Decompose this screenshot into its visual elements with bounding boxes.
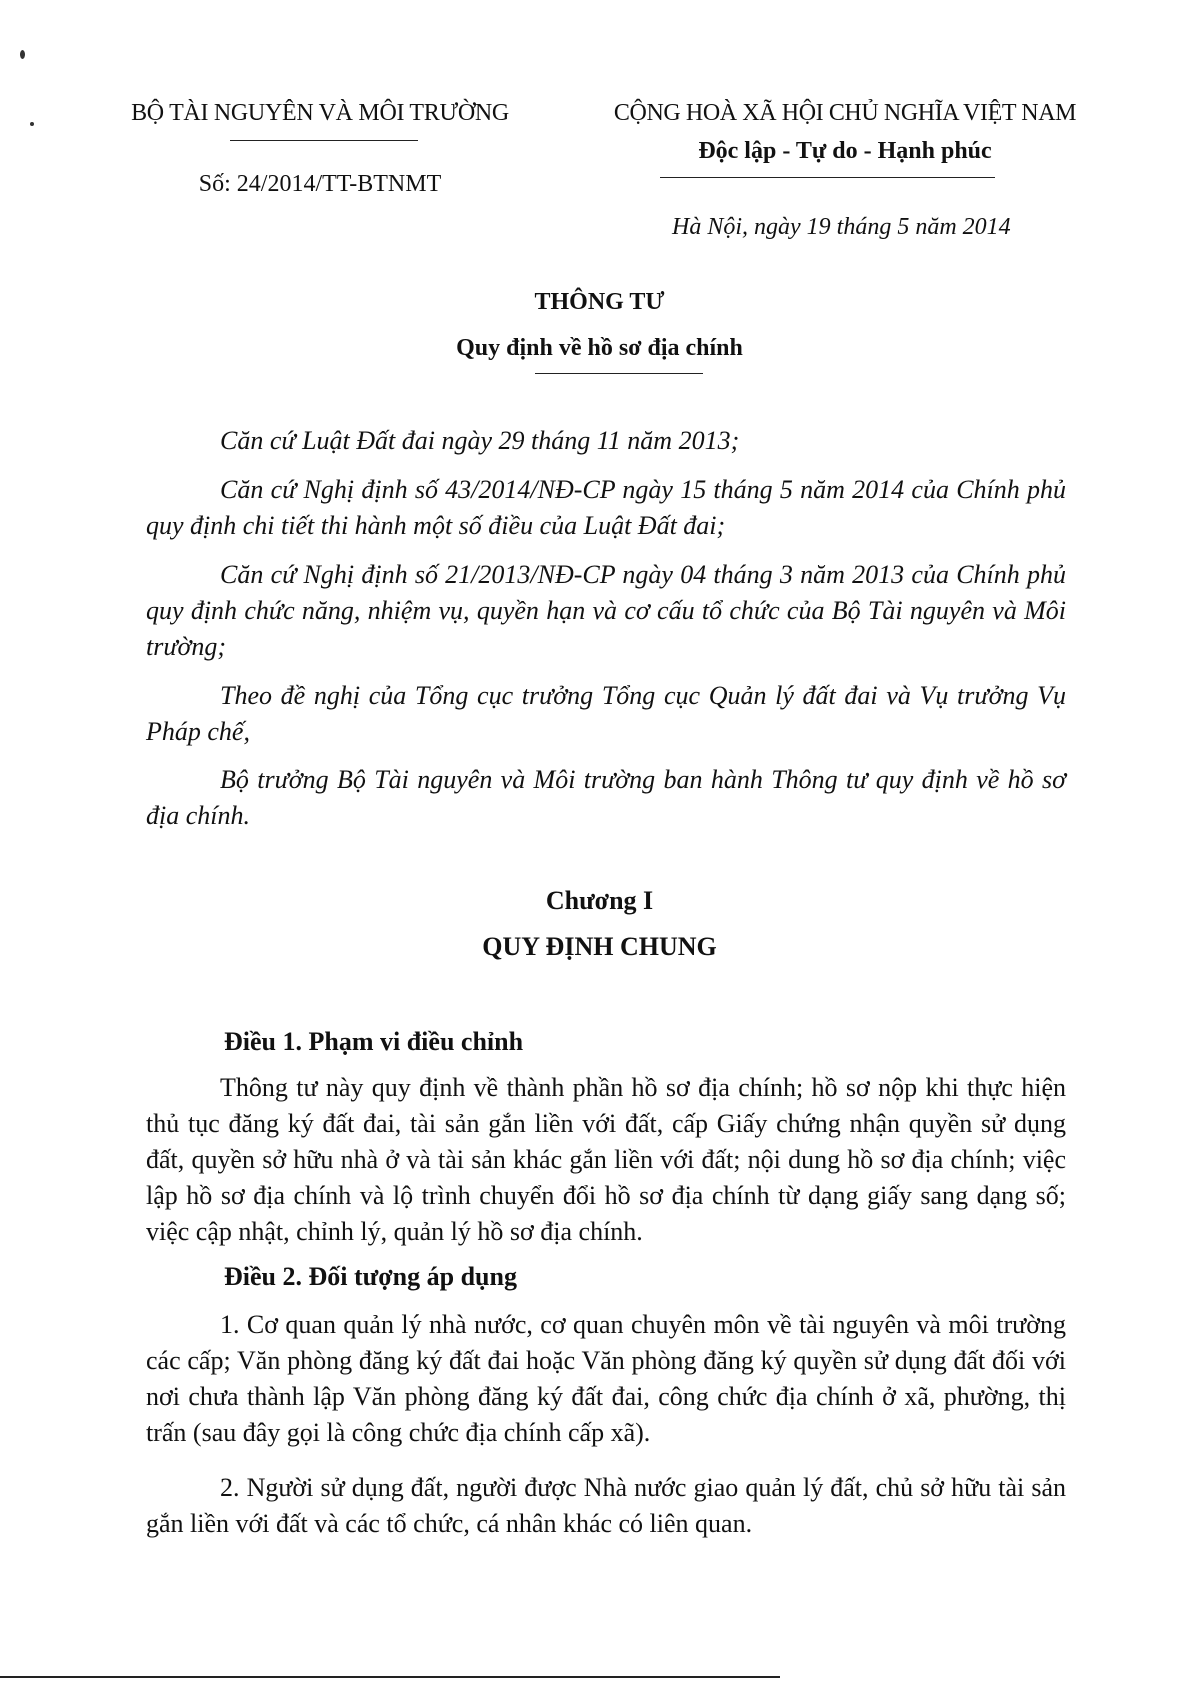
preamble-proposal: Theo đề nghị của Tổng cục trưởng Tổng cục Quản lý đất đai và Vụ trưởng Vụ Pháp chế,	[146, 681, 1066, 746]
document-subject: Quy định về hồ sơ địa chính	[456, 335, 743, 361]
motto-underline	[660, 177, 995, 178]
document-type: THÔNG TƯ	[534, 289, 665, 315]
preamble-issuance: Bộ trưởng Bộ Tài nguyên và Môi trường ban hành Thông tư quy định về hồ sơ địa chính.	[146, 765, 1066, 830]
article-2-item-2: 2. Người sử dụng đất, người được Nhà nước giao quản lý đất, chủ sở hữu tài sản gắn liền với đất và các tổ chức, cá nhân khác có liên quan.	[146, 1473, 1066, 1538]
scan-bottom-line	[0, 1676, 780, 1678]
preamble-legal-basis-2: Căn cứ Nghị định số 43/2014/NĐ-CP ngày 15 tháng 5 năm 2014 của Chính phủ quy định chi tiết thi hành một số điều của Luật Đất đai;	[146, 475, 1066, 540]
ministry-underline	[230, 140, 418, 141]
chapter-title: QUY ĐỊNH CHUNG	[482, 932, 717, 961]
article-1-body: Thông tư này quy định về thành phần hồ sơ địa chính; hồ sơ nộp khi thực hiện thủ tục đăng ký đất đai, tài sản gắn liền với đất, cấp Giấy chứng nhận quyền sử dụng đất, quyền sở hữu nhà ở và tài sản khác gắn liền với đất; nội dung hồ sơ địa chính; việc lập hồ sơ địa chính và lộ trình chuyển đổi hồ sơ địa chính từ dạng giấy sang dạng số; việc cập nhật, chỉnh lý, quản lý hồ sơ địa chính.	[146, 1073, 1066, 1246]
article-1-heading: Điều 1. Phạm vi điều chỉnh	[224, 1027, 524, 1056]
republic-name: CỘNG HOÀ XÃ HỘI CHỦ NGHĨA VIỆT NAM	[613, 100, 1077, 126]
place-and-date: Hà Nội, ngày 19 tháng 5 năm 2014	[672, 214, 1011, 240]
article-2-item-1: 1. Cơ quan quản lý nhà nước, cơ quan chuyên môn về tài nguyên và môi trường các cấp; Văn phòng đăng ký đất đai hoặc Văn phòng đăng ký quyền sử dụng đất đối với nơi chưa thành lập Văn phòng đăng ký đất đai, công chức địa chính ở xã, phường, thị trấn (sau đây gọi là công chức địa chính cấp xã).	[146, 1310, 1066, 1447]
scan-speck	[30, 122, 34, 126]
preamble-legal-basis-1: Căn cứ Luật Đất đai ngày 29 tháng 11 năm 2013;	[220, 426, 740, 455]
document-number: Số: 24/2014/TT-BTNMT	[198, 171, 442, 197]
preamble-legal-basis-3: Căn cứ Nghị định số 21/2013/NĐ-CP ngày 04 tháng 3 năm 2013 của Chính phủ quy định chức năng, nhiệm vụ, quyền hạn và cơ cấu tổ chức của Bộ Tài nguyên và Môi trường;	[146, 560, 1066, 661]
article-2-heading: Điều 2. Đối tượng áp dụng	[224, 1262, 517, 1291]
subject-underline	[535, 373, 703, 374]
ministry-name: BỘ TÀI NGUYÊN VÀ MÔI TRƯỜNG	[131, 100, 509, 126]
scan-speck	[20, 50, 25, 59]
chapter-number: Chương I	[545, 886, 654, 915]
national-motto: Độc lập - Tự do - Hạnh phúc	[698, 138, 992, 164]
